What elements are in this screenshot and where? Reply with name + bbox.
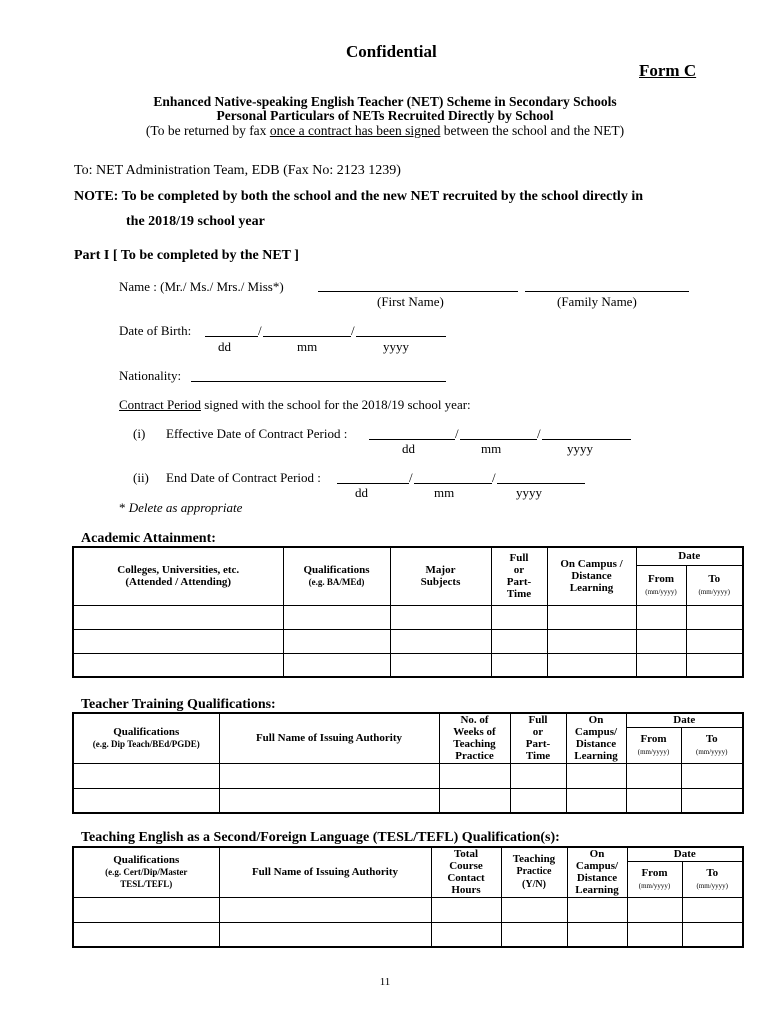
delete-note-star: * [119, 500, 126, 515]
tesl-col-date: Date [627, 847, 743, 861]
tesl-col-campus-3: Distance [576, 872, 618, 885]
note-text: To be completed by both the school and the new NET recruited by the school directly in [121, 189, 643, 204]
tesl-cell[interactable] [682, 897, 743, 922]
academic-cell[interactable] [491, 653, 547, 677]
academic-col-full-3: Part- [506, 576, 532, 589]
dob-label: Date of Birth: [119, 323, 192, 338]
nationality-label: Nationality: [119, 368, 182, 383]
tt-col-qual-text: Qualifications [113, 726, 180, 739]
note-label: NOTE: [74, 189, 119, 204]
table-row [73, 653, 743, 677]
academic-col-campus-3: Learning [569, 582, 614, 595]
tt-col-campus-4: Learning [574, 750, 618, 763]
tesl-col-tp-3: (Y/N) [522, 879, 546, 891]
effective-mm-caption: mm [481, 441, 502, 456]
table-row [73, 922, 743, 947]
tt-col-weeks-4: Practice [455, 750, 494, 763]
end-num: (ii) [133, 470, 149, 485]
end-mm-caption: mm [434, 485, 455, 500]
effective-yyyy-field[interactable] [542, 425, 631, 440]
contract-period-label [119, 397, 471, 413]
tesl-col-qual-sub: (e.g. Cert/Dip/Master [105, 867, 188, 878]
tt-col-qualifications [73, 713, 219, 763]
tesl-cell[interactable] [73, 897, 219, 922]
tesl-cell[interactable] [501, 922, 567, 947]
tt-cell[interactable] [219, 788, 439, 813]
academic-col-campus-2: Distance [571, 570, 612, 583]
tesl-col-qual-text: Qualifications [113, 854, 180, 867]
tesl-col-campus [567, 847, 627, 897]
form-title: Enhanced Native-speaking English Teacher (NET) Scheme in Secondary Schools [153, 94, 617, 109]
tt-cell[interactable] [510, 763, 566, 788]
academic-col-qual-sub: (e.g. BA/MEd) [308, 577, 365, 588]
return-instruction-post: between the school and the NET) [440, 123, 625, 138]
tt-cell[interactable] [566, 788, 626, 813]
tesl-col-tp-2: Practice [516, 866, 552, 878]
tesl-cell[interactable] [627, 922, 682, 947]
tt-col-weeks-2: Weeks of [453, 726, 496, 739]
academic-cell[interactable] [283, 605, 390, 629]
academic-col-colleges-sub: (Attended / Attending) [125, 576, 232, 589]
academic-col-full-4: Time [506, 588, 532, 601]
end-dd-caption: dd [355, 485, 368, 500]
tt-col-full-part [510, 713, 566, 763]
end-yyyy-field[interactable] [497, 469, 585, 484]
end-slash-1: / [409, 470, 413, 485]
academic-cell[interactable] [283, 629, 390, 653]
tt-cell[interactable] [73, 788, 219, 813]
academic-cell[interactable] [390, 629, 491, 653]
tesl-cell[interactable] [501, 897, 567, 922]
academic-cell[interactable] [686, 629, 743, 653]
tt-col-weeks-1: No. of [460, 714, 489, 727]
academic-cell[interactable] [73, 653, 283, 677]
tt-col-weeks [439, 713, 510, 763]
tesl-table [72, 846, 744, 948]
academic-cell[interactable] [686, 653, 743, 677]
academic-col-qual-text: Qualifications [303, 564, 370, 577]
return-instruction-pre: (To be returned by fax [145, 123, 270, 138]
tesl-col-hours-4: Hours [451, 884, 481, 897]
academic-cell[interactable] [636, 629, 686, 653]
to-line: To: NET Administration Team, EDB (Fax No: 2123 1239) [74, 163, 401, 178]
form-label: Form C [639, 61, 697, 80]
tesl-col-from-fmt: (mm/yyyy) [638, 881, 671, 890]
academic-col-to [686, 565, 743, 605]
tt-col-from-fmt: (mm/yyyy) [637, 747, 670, 756]
academic-col-colleges [73, 547, 283, 605]
tt-col-to-fmt: (mm/yyyy) [696, 747, 728, 756]
table-row [73, 629, 743, 653]
tt-cell[interactable] [73, 763, 219, 788]
delete-note-text: Delete as appropriate [125, 500, 243, 515]
tt-cell[interactable] [219, 763, 439, 788]
tesl-col-campus-1: On [589, 848, 605, 861]
note-line-2: the 2018/19 school year [126, 214, 265, 229]
nationality-field[interactable] [191, 367, 446, 382]
academic-cell[interactable] [491, 605, 547, 629]
tt-col-qual-sub: (e.g. Dip Teach/BEd/PGDE) [92, 739, 200, 750]
tesl-col-hours [431, 847, 501, 897]
tesl-col-campus-4: Learning [575, 884, 619, 897]
academic-heading: Academic Attainment: [81, 531, 216, 546]
tesl-cell[interactable] [627, 897, 682, 922]
tt-col-campus-1: On [588, 714, 604, 727]
academic-col-campus-1: On Campus / [560, 558, 623, 571]
academic-cell[interactable] [283, 653, 390, 677]
tt-cell[interactable] [626, 763, 681, 788]
tesl-cell[interactable] [682, 922, 743, 947]
first-name-caption: (First Name) [377, 294, 444, 309]
academic-cell[interactable] [636, 653, 686, 677]
academic-cell[interactable] [73, 605, 283, 629]
tesl-col-to-fmt: (mm/yyyy) [696, 881, 728, 890]
end-slash-2: / [492, 470, 496, 485]
end-dd-field[interactable] [337, 469, 409, 484]
academic-col-major [390, 547, 491, 605]
tt-col-full-1: Full [528, 714, 548, 727]
tesl-col-teaching-practice [501, 847, 567, 897]
effective-yyyy-caption: yyyy [567, 441, 593, 456]
tt-cell[interactable] [566, 763, 626, 788]
dob-slash-1: / [258, 323, 262, 338]
tt-cell[interactable] [510, 788, 566, 813]
tesl-cell[interactable] [73, 922, 219, 947]
dob-dd-field[interactable] [205, 322, 258, 337]
tt-col-campus-3: Distance [575, 738, 617, 751]
tesl-col-campus-2: Campus/ [575, 860, 619, 873]
academic-col-campus [547, 547, 636, 605]
tt-col-to-text: To [705, 732, 718, 745]
tt-col-full-2: or [532, 726, 544, 739]
confidential-label: Confidential [346, 42, 437, 61]
academic-cell[interactable] [686, 605, 743, 629]
academic-table [72, 546, 744, 678]
academic-col-qualifications [283, 547, 390, 605]
dob-slash-2: / [351, 323, 355, 338]
academic-col-full-2: or [513, 564, 525, 577]
academic-cell[interactable] [390, 605, 491, 629]
family-name-field[interactable] [525, 277, 689, 292]
end-date-label: End Date of Contract Period : [166, 470, 321, 485]
academic-col-major-text: Major [425, 564, 456, 577]
name-label: Name : (Mr./ Ms./ Mrs./ Miss*) [119, 279, 284, 294]
contract-period-underlined: Contract Period [119, 397, 201, 412]
tesl-cell[interactable] [219, 897, 431, 922]
tt-col-authority: Full Name of Issuing Authority [219, 713, 439, 763]
first-name-field[interactable] [318, 277, 518, 292]
academic-col-from [636, 565, 686, 605]
effective-num: (i) [133, 426, 146, 441]
academic-cell[interactable] [636, 605, 686, 629]
effective-slash-1: / [455, 426, 459, 441]
tt-col-campus-2: Campus/ [574, 726, 618, 739]
tesl-col-hours-2: Course [449, 860, 483, 873]
tt-cell[interactable] [439, 788, 510, 813]
tesl-col-tp-1: Teaching [512, 853, 556, 866]
academic-col-to-text: To [708, 572, 721, 585]
tesl-cell[interactable] [431, 922, 501, 947]
table-row [73, 763, 743, 788]
dob-dd-caption: dd [218, 339, 231, 354]
tesl-col-qualifications [73, 847, 219, 897]
contract-period-rest: signed with the school for the 2018/19 school year: [200, 397, 471, 412]
tt-col-from-text: From [640, 732, 667, 745]
teacher-training-heading: Teacher Training Qualifications: [81, 697, 276, 712]
academic-col-major-sub: Subjects [420, 576, 461, 589]
teacher-training-table [72, 712, 744, 814]
tesl-col-qual-sub-2: TESL/TEFL) [120, 879, 173, 890]
tesl-col-from [627, 861, 682, 897]
academic-col-from-text: From [647, 572, 675, 585]
form-subtitle: Personal Particulars of NETs Recruited Directly by School [216, 108, 554, 123]
table-row [73, 897, 743, 922]
dob-mm-caption: mm [297, 339, 318, 354]
effective-date-label: Effective Date of Contract Period : [166, 426, 348, 441]
return-instruction [0, 123, 770, 139]
table-row [73, 605, 743, 629]
tesl-col-from-text: From [641, 866, 668, 879]
tesl-cell[interactable] [219, 922, 431, 947]
academic-col-colleges-text: Colleges, Universities, etc. [117, 564, 240, 577]
dob-mm-field[interactable] [263, 322, 351, 337]
tesl-col-hours-1: Total [453, 848, 479, 861]
end-yyyy-caption: yyyy [516, 485, 542, 500]
tesl-col-hours-3: Contact [447, 872, 485, 885]
table-row [73, 788, 743, 813]
tesl-cell[interactable] [567, 897, 627, 922]
tt-cell[interactable] [681, 763, 743, 788]
tesl-col-to [682, 861, 743, 897]
academic-cell[interactable] [73, 629, 283, 653]
tt-col-weeks-3: Teaching [453, 738, 496, 751]
end-mm-field[interactable] [414, 469, 492, 484]
tesl-col-to-text: To [706, 866, 719, 879]
academic-cell[interactable] [547, 629, 636, 653]
return-instruction-underlined: once a contract has been signed [269, 123, 441, 138]
academic-cell[interactable] [390, 653, 491, 677]
tesl-col-authority: Full Name of Issuing Authority [219, 847, 431, 897]
academic-col-to-fmt: (mm/yyyy) [698, 587, 730, 596]
effective-mm-field[interactable] [460, 425, 537, 440]
tt-col-campus [566, 713, 626, 763]
academic-cell[interactable] [491, 629, 547, 653]
tesl-heading: Teaching English as a Second/Foreign Language (TESL/TEFL) Qualification(s): [81, 830, 560, 845]
tt-cell[interactable] [626, 788, 681, 813]
effective-dd-caption: dd [402, 441, 415, 456]
tt-col-from [626, 727, 681, 763]
note-line [74, 189, 643, 205]
effective-slash-2: / [537, 426, 541, 441]
tt-cell[interactable] [681, 788, 743, 813]
page-number: 11 [379, 976, 391, 988]
academic-col-full-1: Full [509, 552, 529, 565]
academic-col-full-part [491, 547, 547, 605]
academic-col-date: Date [636, 547, 743, 565]
academic-col-from-fmt: (mm/yyyy) [645, 587, 677, 596]
tesl-cell[interactable] [431, 897, 501, 922]
tt-cell[interactable] [439, 763, 510, 788]
tt-col-full-3: Part- [525, 738, 551, 751]
academic-cell[interactable] [547, 653, 636, 677]
family-name-caption: (Family Name) [557, 294, 637, 309]
part1-heading: Part I [ To be completed by the NET ] [74, 248, 299, 263]
academic-cell[interactable] [547, 605, 636, 629]
tt-col-full-4: Time [525, 750, 551, 763]
tt-col-date: Date [626, 713, 743, 727]
dob-yyyy-field[interactable] [356, 322, 446, 337]
delete-note [119, 500, 242, 516]
effective-dd-field[interactable] [369, 425, 455, 440]
tt-col-to [681, 727, 743, 763]
dob-yyyy-caption: yyyy [383, 339, 409, 354]
tesl-cell[interactable] [567, 922, 627, 947]
